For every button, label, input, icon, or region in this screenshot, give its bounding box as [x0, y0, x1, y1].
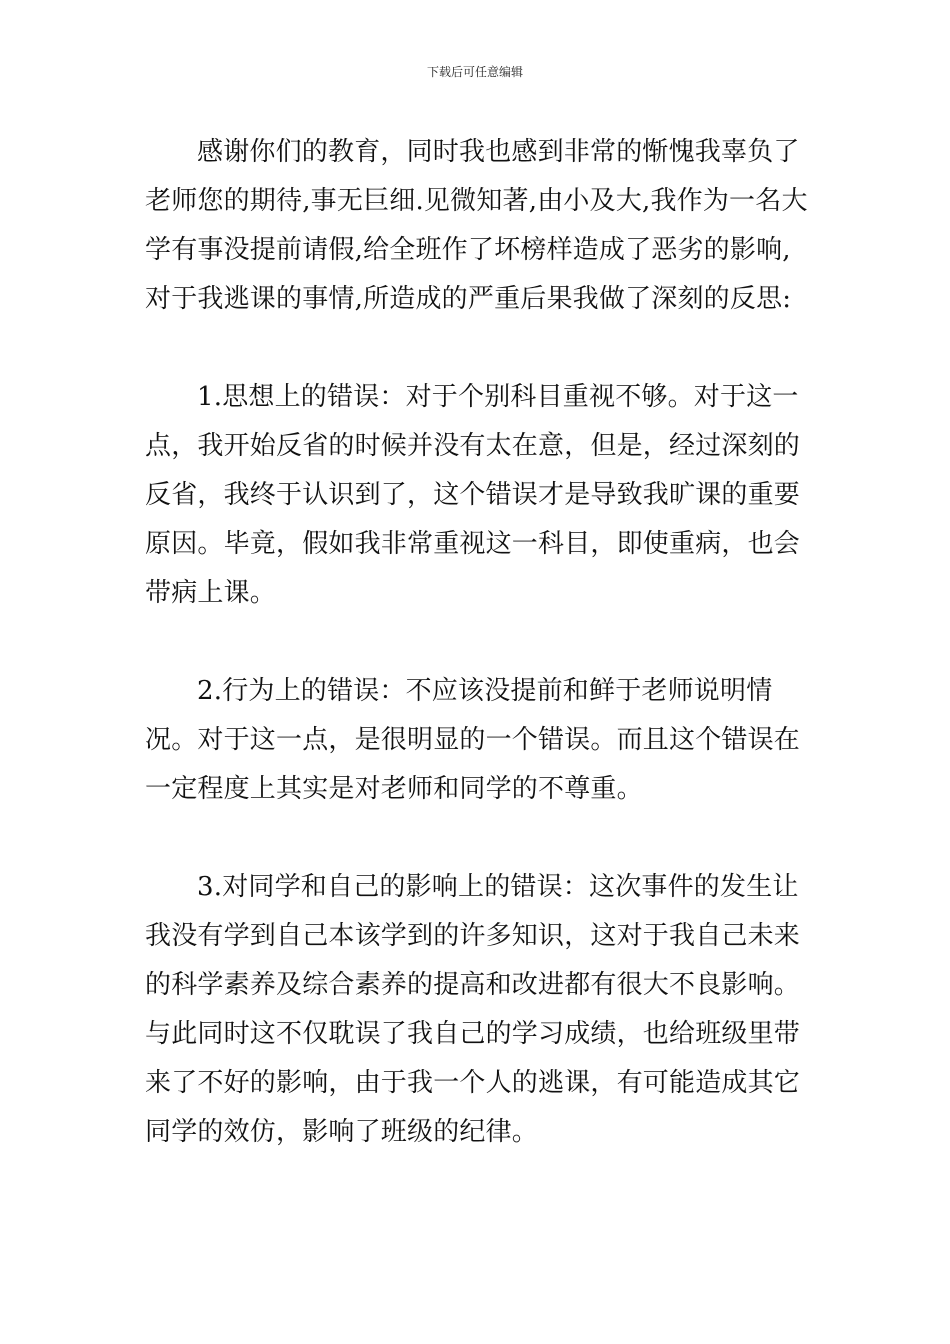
- document-body: [145, 128, 810, 1157]
- header-note: 下载后可任意编辑: [426, 65, 523, 79]
- paragraph-intro: 感谢你们的教育，同时我也感到非常的惭愧我辜负了老师您的期待,事无巨细.见微知著,由小及大,我作为一名大学有事没提前请假,给全班作了坏榜样造成了恶劣的影响,对于我逃课的事情,所造成的严重后果我做了深刻的反思:: [145, 137, 808, 314]
- paragraph-point-1: 1.思想上的错误：对于个别科目重视不够。对于这一点，我开始反省的时候并没有太在意，但是，经过深刻的反省，我终于认识到了，这个错误才是导致我旷课的重要原因。毕竟，假如我非常重视这一科目，即使重病，也会带病上课。: [145, 382, 801, 608]
- paragraph-point-3: 3.对同学和自己的影响上的错误：这次事件的发生让我没有学到自己本该学到的许多知识，这对于我自己未来的科学素养及综合素养的提高和改进都有很大不良影响。与此同时这不仅耽误了我自己的学习成绩，也给班级里带来了不好的影响，由于我一个人的逃课，有可能造成其它同学的效仿，影响了班级的纪律。: [145, 872, 801, 1147]
- paragraph-point-2: 2.行为上的错误：不应该没提前和鲜于老师说明情况。对于这一点，是很明显的一个错误。而且这个错误在一定程度上其实是对老师和同学的不尊重。: [145, 676, 801, 804]
